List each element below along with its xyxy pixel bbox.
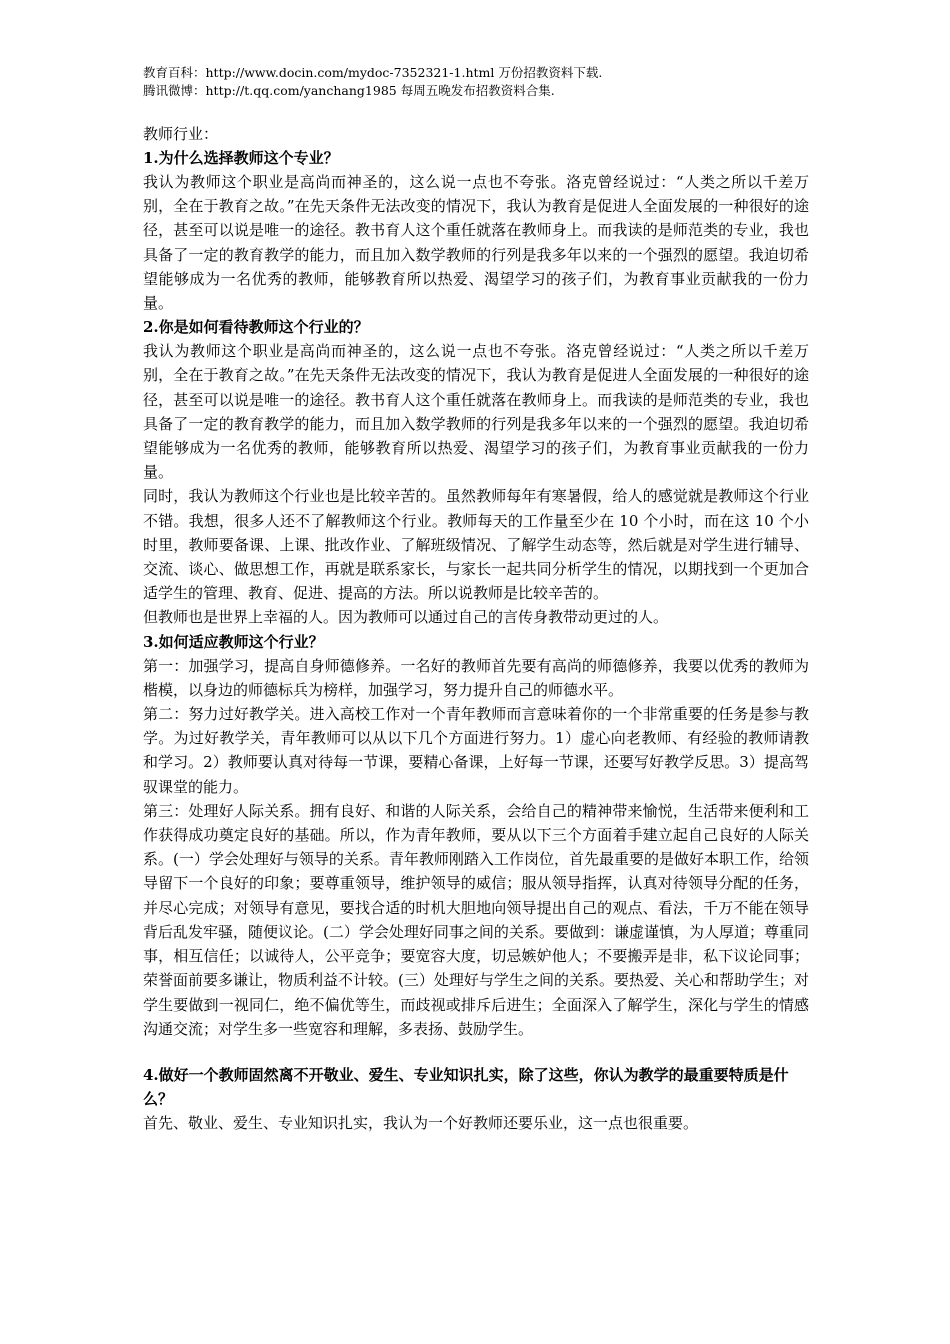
answer-3-point-3: 第三：处理好人际关系。拥有良好、和谐的人际关系，会给自己的精神带来愉悦，生活带来便利和工作获得成功奠定良好的基础。所以，作为青年教师，要从以下三个方面着手建立起自己良好的人际关系。(一）学会处理好与领导的关系。青年教师刚踏入工作岗位，首先最重要的是做好本职工作，给领导留下一个良好的印象；要尊重领导，维护领导的威信；服从领导指挥，认真对待领导分配的任务，并尽心完成；对领导有意见，要找合适的时机大胆地向领导提出自己的观点、看法，千万不能在领导背后乱发牢骚，随便议论。(二）学会处理好同事之间的关系。要做到：谦虚谨慎，为人厚道；尊重同事，相互信任；以诚待人，公平竞争；要宽容大度，切忌嫉妒他人；不要搬弄是非，私下议论同事；荣誉面前要多谦让，物质利益不计较。(三）处理好与学生之间的关系。要热爱、关心和帮助学生；对学生要做到一视同仁，绝不偏优等生，而歧视或排斥后进生；全面深入了解学生，深化与学生的情感沟通交流；对学生多一些宽容和理解，多表扬、鼓励学生。 (143, 801, 809, 1038)
section-label: 教师行业： (143, 125, 219, 143)
question-1: 1.为什么选择教师这个专业？ (143, 149, 339, 167)
question-3: 3.如何适应教师这个行业？ (143, 632, 324, 651)
answer-2-paragraph-1: 我认为教师这个职业是高尚而神圣的，这么说一点也不夸张。洛克曾经说过：“人类之所以千差万别，全在于教育之故。”在先天条件无法改变的情况下，我认为教育是促进人全面发展的一种很好的途径，甚至可以说是唯一的途径。教书育人这个重任就落在教师身上。而我读的是师范类的专业，我也具备了一定的教育教学的能力，而且加入数学教师的行列是我多年以来的一个强烈的愿望。我迫切希望能够成为一名优秀的教师，能够教育所以热爱、渴望学习的孩子们，为教育事业贡献我的一份力量。 (143, 342, 809, 482)
document-page (143, 64, 809, 1135)
header-line-weibo: 腾讯微博：http://t.qq.com/yanchang1985 每周五晚发布招教资料合集. (143, 83, 555, 98)
answer-1: 我认为教师这个职业是高尚而神圣的，这么说一点也不夸张。洛克曾经说过：“人类之所以千差万别，全在于教育之故。”在先天条件无法改变的情况下，我认为教育是促进人全面发展的一种很好的途径，甚至可以说是唯一的途径。教书育人这个重任就落在教师身上。而我读的是师范类的专业，我也具备了一定的教育教学的能力，而且加入数学教师的行列是我多年以来的一个强烈的愿望。我迫切希望能够成为一名优秀的教师，能够教育所以热爱、渴望学习的孩子们，为教育事业贡献我的一份力量。 (143, 173, 809, 313)
answer-3-point-2: 第二：努力过好教学关。进入高校工作对一个青年教师而言意味着你的一个非常重要的任务是参与教学。为过好教学关，青年教师可以从以下几个方面进行努力。1）虚心向老教师、有经验的教师请教和学习。2）教师要认真对待每一节课，要精心备课，上好每一节课，还要写好教学反思。3）提高驾驭课堂的能力。 (143, 705, 809, 796)
answer-3-point-1: 第一：加强学习，提高自身师德修养。一名好的教师首先要有高尚的师德修养，我要以优秀的教师为楷模，以身边的师德标兵为榜样，加强学习，努力提升自己的师德水平。 (143, 656, 809, 699)
answer-4: 首先、敬业、爱生、专业知识扎实，我认为一个好教师还要乐业，这一点也很重要。 (143, 1113, 699, 1132)
answer-2-paragraph-2: 同时，我认为教师这个行业也是比较辛苦的。虽然教师每年有寒暑假，给人的感觉就是教师这个行业不错。我想，很多人还不了解教师这个行业。教师每天的工作量至少在 10 个小时，而在这 10 个小时里，教师要备课、上课、批改作业、了解班级情况、了解学生动态等，然后就是对学生进行辅导、交流、谈心、做思想工作，再就是联系家长，与家长一起共同分析学生的情况，以期找到一个更加合适学生的管理、教育、促进、提高的方法。所以说教师是比较辛苦的。 (143, 487, 809, 603)
answer-2-paragraph-3: 但教师也是世界上幸福的人。因为教师可以通过自己的言传身教带动更过的人。 (143, 608, 669, 627)
question-2: 2.你是如何看待教师这个行业的？ (143, 318, 369, 337)
question-4: 4.做好一个教师固然离不开敬业、爱生、专业知识扎实，除了这些，你认为教学的最重要特质是什么？ (143, 1065, 789, 1108)
header-line-docin: 教育百科：http://www.docin.com/mydoc-7352321-1.html 万份招教资料下载. (143, 65, 603, 80)
